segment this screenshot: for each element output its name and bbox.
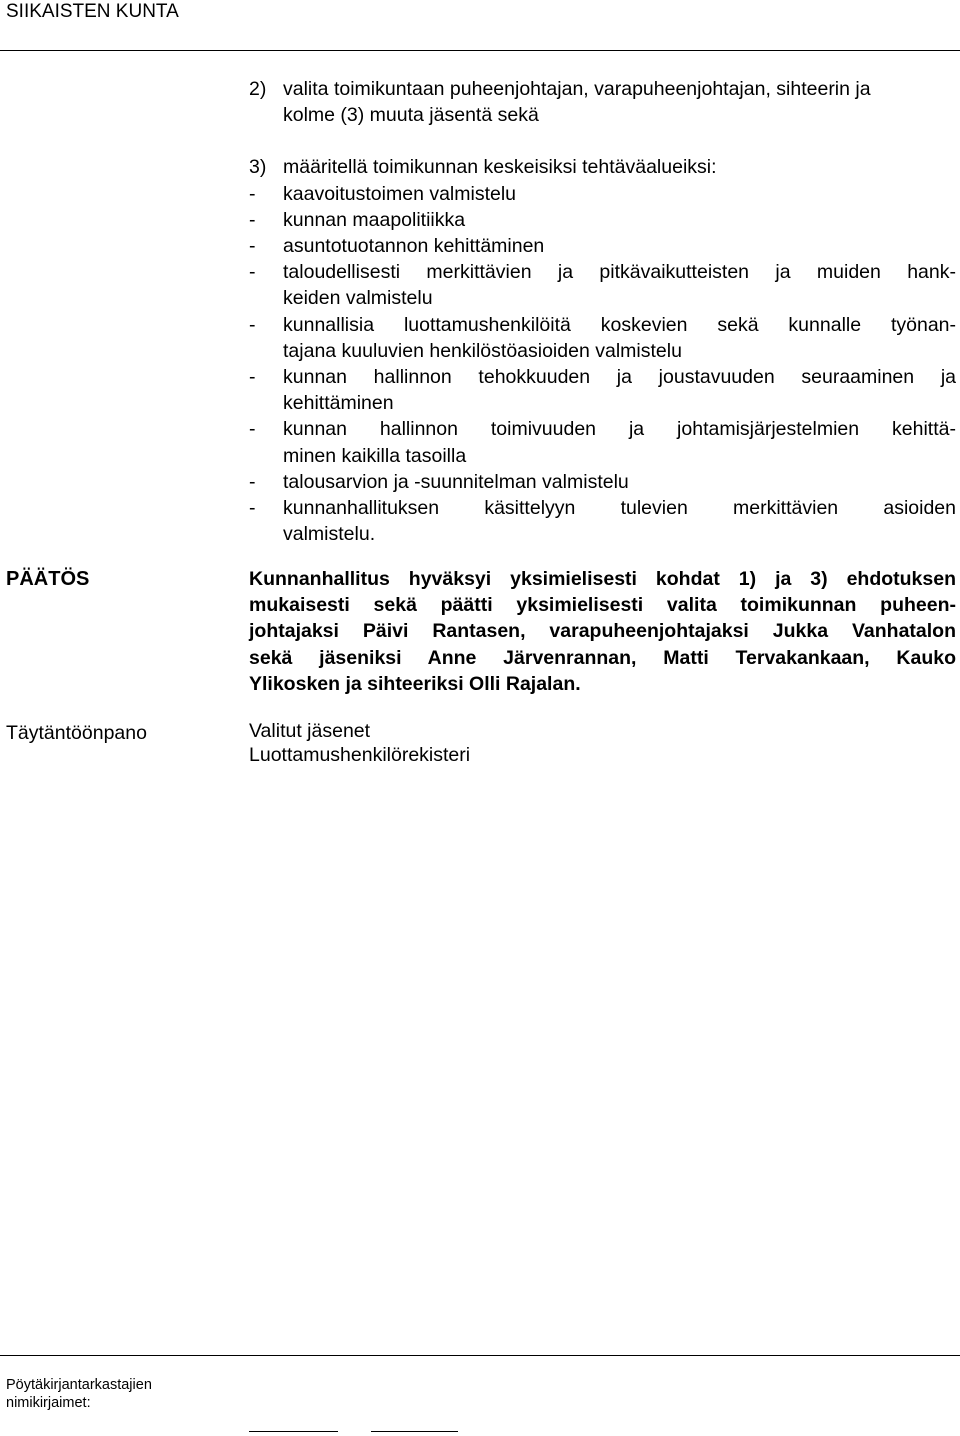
organization-title: SIIKAISTEN KUNTA [6, 1, 179, 22]
item-text-line: valita toimikuntaan puheenjohtajan, varapuheenjohtajan, sihteerin ja [283, 78, 871, 100]
list-item-2 [249, 76, 956, 128]
decision-text: Kunnanhallitus hyväksyi yksimielisesti kohdat 1) ja 3) ehdotuksen mukaisesti sekä päätti yksimielisesti valita toimikunnan puheen- johtajaksi Päivi Rantasen, varapuheenjohtajaksi Jukka Vanhatalon sekä jäseniksi Anne Järvenrannan, Matti Tervakankaan, Kauko Ylikosken ja sihteeriksi Olli Rajalan. [249, 568, 956, 695]
recipient: Luottamushenkilörekisteri [249, 743, 471, 766]
header-divider [0, 50, 960, 51]
bullet-item: - kunnallisia luottamushenkilöitä koskevien sekä kunnalle työnan- tajana kuuluvien henkilöstöasioiden valmistelu [249, 313, 956, 362]
initials-line-1 [249, 1431, 338, 1432]
recipients-list [249, 720, 470, 767]
implementation-label: Täytäntöönpano [6, 722, 147, 744]
decision-label: PÄÄTÖS [6, 568, 90, 590]
item-number: 3) [249, 156, 267, 179]
bullet-item: - kunnanhallituksen käsittelyyn tulevien merkittävien asioiden valmistelu. [249, 497, 956, 546]
bullet-item: - asuntotuotannon kehittäminen [249, 235, 545, 258]
bullet-item: - kunnan maapolitiikka [249, 208, 466, 231]
initials-line-2 [371, 1431, 458, 1432]
footer-divider [0, 1355, 960, 1356]
bullet-item: - kaavoitustoimen valmistelu [249, 182, 517, 205]
item-number: 2) [249, 78, 267, 100]
recipient: Valitut jäsenet [249, 720, 371, 742]
bullet-item: - kunnan hallinnon toimivuuden ja johtamisjärjestelmien kehittä- minen kaikilla tasoilla [249, 418, 956, 467]
list-item-3 [249, 154, 956, 180]
item-text: määritellä toimikunnan keskeisiksi tehtäväalueiksi: [283, 156, 717, 179]
footer-initials-label: Pöytäkirjantarkastajien nimikirjaimet: [6, 1377, 152, 1411]
continuation-section [249, 76, 956, 547]
item-text-line: kolme (3) muuta jäsentä sekä [283, 104, 539, 127]
bullet-item: - talousarvion ja -suunnitelman valmistelu [249, 470, 629, 493]
bullet-item: - kunnan hallinnon tehokkuuden ja joustavuuden seuraaminen ja kehittäminen [249, 366, 956, 415]
bullet-item: - taloudellisesti merkittävien ja pitkävaikutteisten ja muiden hank- keiden valmistelu [249, 261, 956, 310]
